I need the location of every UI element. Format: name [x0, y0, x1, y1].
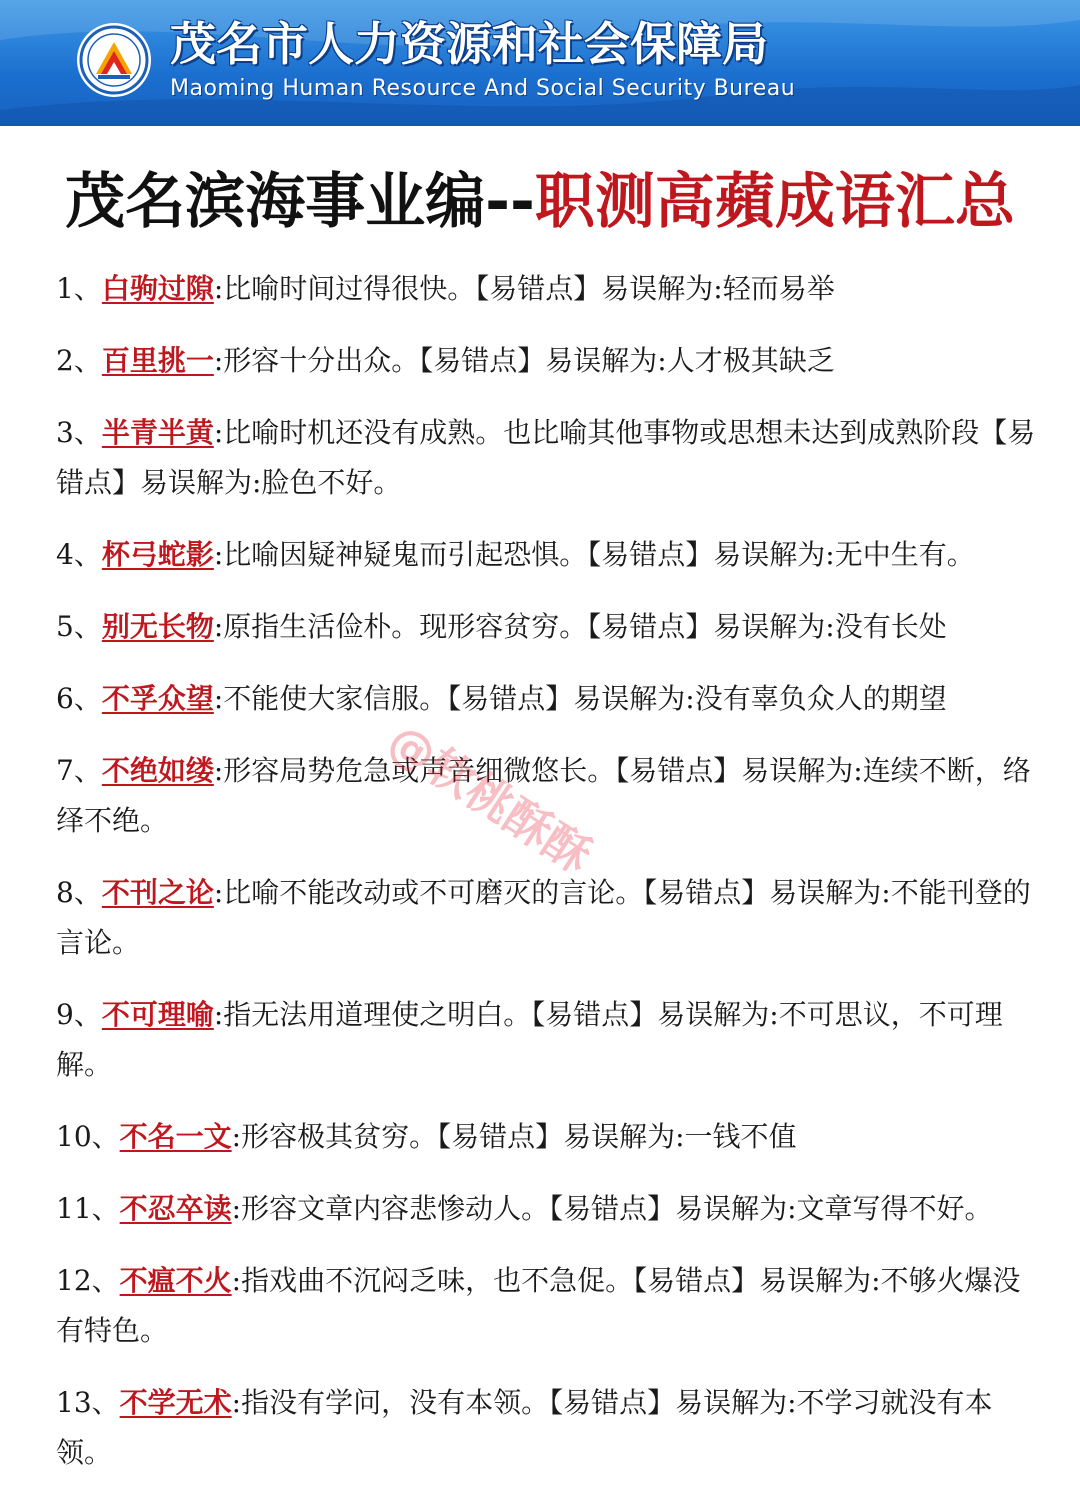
bureau-name-english: Maoming Human Resource And Social Security Bureau: [170, 76, 796, 101]
item-number: 10、: [56, 1120, 120, 1153]
item-number: 7、: [56, 754, 102, 787]
idiom-description: :形容极其贫穷。【易错点】易误解为:一钱不值: [231, 1120, 797, 1153]
item-number: 2、: [56, 344, 102, 377]
item-number: 4、: [56, 538, 102, 571]
idiom-description: :指戏曲不沉闷乏味，也不急促。【易错点】易误解为:不够火爆没有特色。: [56, 1264, 1021, 1347]
idiom-term: 杯弓蛇影: [101, 538, 214, 571]
bureau-emblem-icon: [76, 22, 152, 98]
idiom-description: :形容文章内容悲惨动人。【易错点】易误解为:文章写得不好。: [231, 1192, 993, 1225]
idiom-term: 不孚众望: [101, 682, 214, 715]
list-item: [56, 746, 1040, 846]
idiom-term: 不刊之论: [101, 876, 214, 909]
item-number: 8、: [56, 876, 102, 909]
author-watermark: @软桃酥酥: [378, 712, 601, 884]
idiom-description: :比喻因疑神疑鬼而引起恐惧。【易错点】易误解为:无中生有。: [213, 538, 975, 571]
idiom-term: 白驹过隙: [101, 272, 214, 305]
list-item: [56, 264, 1040, 314]
idiom-list: [56, 264, 1040, 1500]
idiom-description: :比喻时机还没有成熟。也比喻其他事物或思想未达到成熟阶段【易错点】易误解为:脸色不好。: [56, 416, 1036, 499]
list-item: [56, 1184, 1040, 1234]
idiom-term: 百里挑一: [101, 344, 214, 377]
item-number: 6、: [56, 682, 102, 715]
item-number: 11、: [56, 1192, 120, 1225]
list-item: [56, 602, 1040, 652]
idiom-term: 不瘟不火: [119, 1264, 232, 1297]
idiom-description: :原指生活俭朴。现形容贫穷。【易错点】易误解为:没有长处: [213, 610, 947, 643]
idiom-description: :比喻不能改动或不可磨灭的言论。【易错点】易误解为:不能刊登的言论。: [56, 876, 1031, 959]
idiom-description: :指无法用道理使之明白。【易错点】易误解为:不可思议，不可理解。: [56, 998, 1003, 1081]
page-title-prefix: 茂名滨海事业编--: [65, 167, 535, 237]
list-item: [56, 530, 1040, 580]
item-number: 13、: [56, 1386, 120, 1419]
idiom-term: 不忍卒读: [119, 1192, 232, 1225]
idiom-description: :形容局势危急或声音细微悠长。【易错点】易误解为:连续不断，络绎不绝。: [56, 754, 1031, 837]
idiom-term: 别无长物: [101, 610, 214, 643]
idiom-term: 不可理喻: [101, 998, 214, 1031]
page-title-highlight: 职测高蘋成语汇总: [534, 167, 1015, 237]
list-item: [56, 674, 1040, 724]
page-title: [0, 160, 1080, 244]
idiom-term: 不学无术: [119, 1386, 232, 1419]
bureau-name-chinese: 茂名市人力资源和社会保障局: [170, 17, 768, 71]
item-number: 12、: [56, 1264, 120, 1297]
list-item: [56, 1112, 1040, 1162]
header-banner: [0, 0, 1080, 126]
list-item: [56, 1256, 1040, 1356]
list-item: [56, 336, 1040, 386]
item-number: 3、: [56, 416, 102, 449]
list-item: [56, 1378, 1040, 1478]
list-item: [56, 408, 1040, 508]
idiom-term: 半青半黄: [101, 416, 214, 449]
item-number: 5、: [56, 610, 102, 643]
idiom-description: :形容十分出众。【易错点】易误解为:人才极其缺乏: [213, 344, 835, 377]
list-item: [56, 990, 1040, 1090]
idiom-description: :不能使大家信服。【易错点】易误解为:没有辜负众人的期望: [213, 682, 947, 715]
idiom-description: :指没有学问，没有本领。【易错点】易误解为:不学习就没有本领。: [56, 1386, 993, 1469]
idiom-description: :比喻时间过得很快。【易错点】易误解为:轻而易举: [213, 272, 835, 305]
idiom-term: 不绝如缕: [101, 754, 214, 787]
idiom-term: 不名一文: [119, 1120, 232, 1153]
item-number: 1、: [56, 272, 102, 305]
list-item: [56, 868, 1040, 968]
item-number: 9、: [56, 998, 102, 1031]
